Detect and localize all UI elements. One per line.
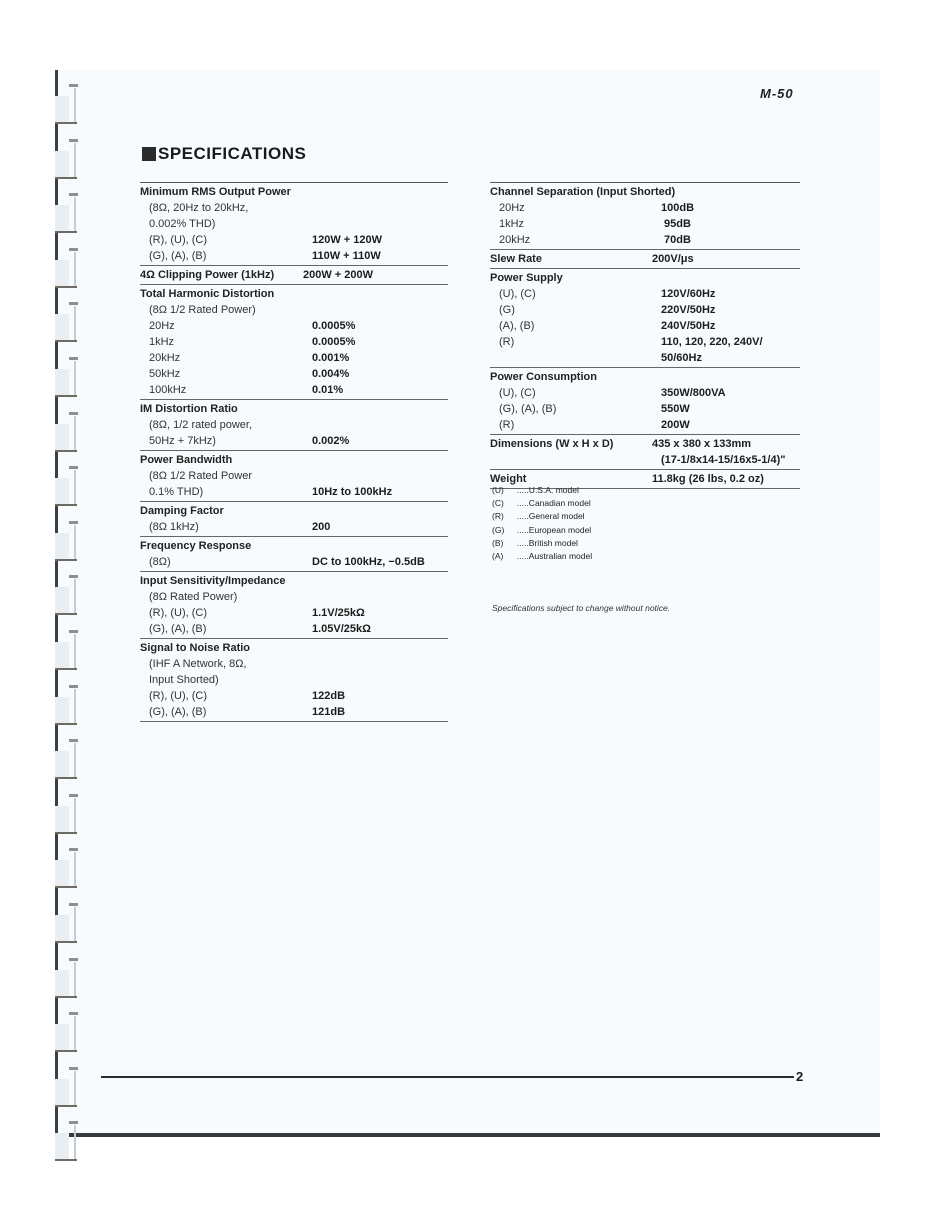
legend-item	[492, 550, 592, 563]
legend-code: (G)	[492, 524, 505, 535]
spec-value: 110, 120, 220, 240V/	[661, 336, 763, 348]
binding-ring-icon	[55, 80, 77, 128]
binding-ring-icon	[55, 408, 77, 456]
spec-heading: Slew Rate	[490, 253, 542, 265]
spec-value: 0.0005%	[312, 336, 356, 348]
section-title-text: SPECIFICATIONS	[158, 144, 307, 163]
legend-description: .....British model	[517, 537, 578, 548]
spec-row	[490, 318, 800, 334]
spec-row	[140, 656, 448, 672]
binding-ring-icon	[55, 626, 77, 674]
spec-row	[140, 366, 448, 382]
spec-row	[140, 382, 448, 398]
binding-ring-icon	[55, 298, 77, 346]
binding-ring-icon	[55, 353, 77, 401]
spec-label: (IHF A Network, 8Ω,	[149, 658, 247, 670]
footer-rule	[101, 1076, 794, 1078]
spec-value: 200W	[661, 419, 690, 431]
spec-group	[140, 285, 448, 400]
spec-row	[140, 334, 448, 350]
spec-row	[140, 433, 448, 449]
spec-row	[140, 503, 448, 519]
spec-label: Input Shorted)	[149, 674, 219, 686]
spec-value: 120V/60Hz	[661, 288, 716, 300]
spec-label: 0.1% THD)	[149, 486, 204, 498]
legend-description: .....General model	[517, 511, 585, 522]
legend-description: .....U.S.A. model	[517, 485, 579, 495]
disclaimer-notice: Specifications subject to change without notice.	[492, 603, 671, 613]
spec-value: 200	[312, 521, 331, 533]
spec-value: 70dB	[661, 234, 691, 246]
binding-ring-icon	[55, 681, 77, 729]
spec-group	[490, 269, 800, 368]
spec-label: (R), (U), (C)	[149, 234, 208, 246]
spec-heading: Weight	[490, 473, 527, 485]
spec-group	[140, 572, 448, 639]
spec-row	[490, 385, 800, 401]
spec-row	[140, 640, 448, 656]
spec-value: 0.0005%	[312, 320, 356, 332]
spec-label: (8Ω, 1/2 rated power,	[149, 419, 253, 431]
spec-label: (8Ω, 20Hz to 20kHz,	[149, 202, 249, 214]
spec-row	[140, 468, 448, 484]
binding-ring-icon	[55, 1008, 77, 1056]
spec-heading: Input Sensitivity/Impedance	[140, 575, 286, 587]
spec-group	[140, 537, 448, 572]
spec-value: 550W	[661, 403, 690, 415]
binding-ring-icon	[55, 1117, 77, 1165]
spec-group	[140, 451, 448, 502]
binding-ring-icon	[55, 790, 77, 838]
spec-row	[490, 452, 800, 468]
spec-row	[140, 573, 448, 589]
spec-label: (R)	[499, 419, 515, 431]
spec-group	[140, 639, 448, 722]
binding-ring-icon	[55, 899, 77, 947]
spec-heading: Power Supply	[490, 272, 563, 284]
spec-row	[140, 184, 448, 200]
legend-code: (B)	[492, 537, 504, 548]
spec-row	[490, 232, 800, 248]
spec-label: 20Hz	[149, 320, 175, 332]
spec-label: 50kHz	[149, 368, 181, 380]
spec-label: (8Ω Rated Power)	[149, 591, 238, 603]
legend-description: .....Canadian model	[517, 498, 591, 509]
legend-item	[492, 510, 592, 523]
spec-heading: Power Bandwidth	[140, 454, 233, 466]
legend-description: .....European model	[517, 524, 592, 535]
binding-ring-icon	[55, 954, 77, 1002]
spec-label: (A), (B)	[499, 320, 535, 332]
spec-row	[140, 484, 448, 500]
model-code: M-50	[760, 86, 794, 101]
spec-row	[140, 401, 448, 417]
spec-value: 121dB	[312, 706, 346, 718]
spec-row	[140, 554, 448, 570]
spec-value: 0.001%	[312, 352, 350, 364]
spec-label: (8Ω 1/2 Rated Power	[149, 470, 252, 482]
legend-code: (C)	[492, 498, 504, 509]
spec-value: 220V/50Hz	[661, 304, 716, 316]
spec-row	[140, 302, 448, 318]
spec-label: (8Ω 1/2 Rated Power)	[149, 304, 256, 316]
spec-label: (R), (U), (C)	[149, 607, 208, 619]
legend-item	[492, 537, 592, 550]
specs-right-column	[490, 182, 800, 489]
page-number: 2	[796, 1069, 804, 1084]
spec-row	[140, 621, 448, 637]
spec-label: 1kHz	[499, 218, 525, 230]
model-legend	[492, 484, 592, 563]
spec-value: 435 x 380 x 133mm	[652, 438, 752, 450]
legend-item	[492, 524, 592, 537]
spec-heading: Minimum RMS Output Power	[140, 186, 291, 198]
binding-ring-icon	[55, 135, 77, 183]
spec-value: 1.05V/25kΩ	[312, 623, 371, 635]
spec-group	[140, 266, 448, 285]
spec-label: 50Hz + 7kHz)	[149, 435, 216, 447]
spec-row	[140, 200, 448, 216]
spec-row	[490, 401, 800, 417]
binding-ring-icon	[55, 1063, 77, 1111]
spec-label	[490, 350, 661, 366]
specs-left-column	[140, 182, 448, 722]
spec-row	[140, 672, 448, 688]
spec-row	[140, 318, 448, 334]
spec-value: 240V/50Hz	[661, 320, 716, 332]
spec-label: 1kHz	[149, 336, 175, 348]
spec-label: 0.002% THD)	[149, 218, 216, 230]
spec-heading: Dimensions (W x H x D)	[490, 438, 614, 450]
spec-group	[140, 400, 448, 451]
spec-label: 20Hz	[499, 202, 525, 214]
binding-ring-icon	[55, 244, 77, 292]
spec-row	[490, 436, 800, 452]
spec-label	[490, 452, 661, 468]
spec-value: (17-1/8x14-15/16x5-1/4)"	[661, 454, 786, 466]
spec-row	[490, 302, 800, 318]
spec-row	[140, 267, 448, 283]
spec-row	[140, 232, 448, 248]
spec-value: DC to 100kHz, −0.5dB	[312, 556, 425, 568]
spec-row	[140, 216, 448, 232]
spec-value: 1.1V/25kΩ	[312, 607, 365, 619]
spec-label: (8Ω)	[149, 556, 171, 568]
spec-label: (G)	[499, 304, 515, 316]
spec-value: 11.8kg (26 lbs, 0.2 oz)	[652, 473, 764, 485]
spec-group	[490, 435, 800, 470]
spec-row	[140, 589, 448, 605]
spec-row	[490, 334, 800, 350]
legend-code: (U)	[492, 485, 504, 495]
spec-value: 10Hz to 100kHz	[312, 486, 393, 498]
spec-value: 0.01%	[312, 384, 344, 396]
spec-group	[490, 368, 800, 435]
spec-group	[140, 183, 448, 266]
spec-heading: Total Harmonic Distortion	[140, 288, 275, 300]
spec-heading: Power Consumption	[490, 371, 597, 383]
spec-value: 0.004%	[312, 368, 350, 380]
spec-label: (R)	[499, 336, 515, 348]
spec-value: 50/60Hz	[661, 352, 702, 364]
spec-label: (8Ω 1kHz)	[149, 521, 199, 533]
legend-description: .....Australian model	[517, 550, 593, 561]
spec-label: (R), (U), (C)	[149, 690, 208, 702]
spec-value: 200W + 200W	[303, 269, 374, 281]
spec-row	[140, 350, 448, 366]
spec-value: 122dB	[312, 690, 346, 702]
spec-row	[490, 216, 800, 232]
legend-item	[492, 497, 592, 510]
spec-label: (G), (A), (B)	[499, 403, 557, 415]
spec-label: (U), (C)	[499, 387, 536, 399]
spec-row	[490, 251, 800, 267]
spec-row	[490, 286, 800, 302]
spec-group	[490, 183, 800, 250]
spec-label: (U), (C)	[499, 288, 536, 300]
legend-code: (A)	[492, 550, 504, 561]
spec-row	[140, 538, 448, 554]
spec-row	[490, 270, 800, 286]
spec-row	[490, 200, 800, 216]
spec-label: 20kHz	[499, 234, 531, 246]
binding-ring-icon	[55, 462, 77, 510]
spec-row	[140, 452, 448, 468]
binding-ring-icon	[55, 735, 77, 783]
spec-row	[140, 605, 448, 621]
spec-row	[490, 417, 800, 433]
spec-row	[140, 688, 448, 704]
spec-row	[490, 184, 800, 200]
spec-row	[140, 417, 448, 433]
spec-heading: Frequency Response	[140, 540, 252, 552]
spec-row	[490, 350, 800, 366]
spec-value: 110W + 110W	[312, 250, 381, 262]
spec-value: 350W/800VA	[661, 387, 726, 399]
spec-group	[140, 502, 448, 537]
spec-group	[490, 250, 800, 269]
spec-heading: Channel Separation (Input Shorted)	[490, 186, 676, 198]
spec-heading: Damping Factor	[140, 505, 224, 517]
spec-row	[140, 248, 448, 264]
spec-label: (G), (A), (B)	[149, 250, 207, 262]
spec-heading: Signal to Noise Ratio	[140, 642, 251, 654]
spec-row	[140, 519, 448, 535]
binding-ring-icon	[55, 189, 77, 237]
spec-label: 20kHz	[149, 352, 181, 364]
spec-value: 120W + 120W	[312, 234, 383, 246]
spec-label: 100kHz	[149, 384, 187, 396]
spec-value: 95dB	[661, 218, 691, 230]
binding-ring-icon	[55, 517, 77, 565]
binding-ring-icon	[55, 844, 77, 892]
legend-code: (R)	[492, 511, 504, 522]
spec-value: 200V/μs	[652, 253, 694, 265]
spec-label: (G), (A), (B)	[149, 623, 207, 635]
spec-row	[490, 369, 800, 385]
spec-heading: IM Distortion Ratio	[140, 403, 238, 415]
spec-heading: 4Ω Clipping Power (1kHz)	[140, 269, 275, 281]
bullet-square-icon	[142, 147, 156, 161]
spec-value: 100dB	[661, 202, 695, 214]
spec-row	[140, 704, 448, 720]
section-title	[142, 144, 306, 164]
legend-item	[492, 484, 592, 497]
spec-label: (G), (A), (B)	[149, 706, 207, 718]
spec-value: 0.002%	[312, 435, 350, 447]
spec-row	[140, 286, 448, 302]
binding-ring-icon	[55, 571, 77, 619]
